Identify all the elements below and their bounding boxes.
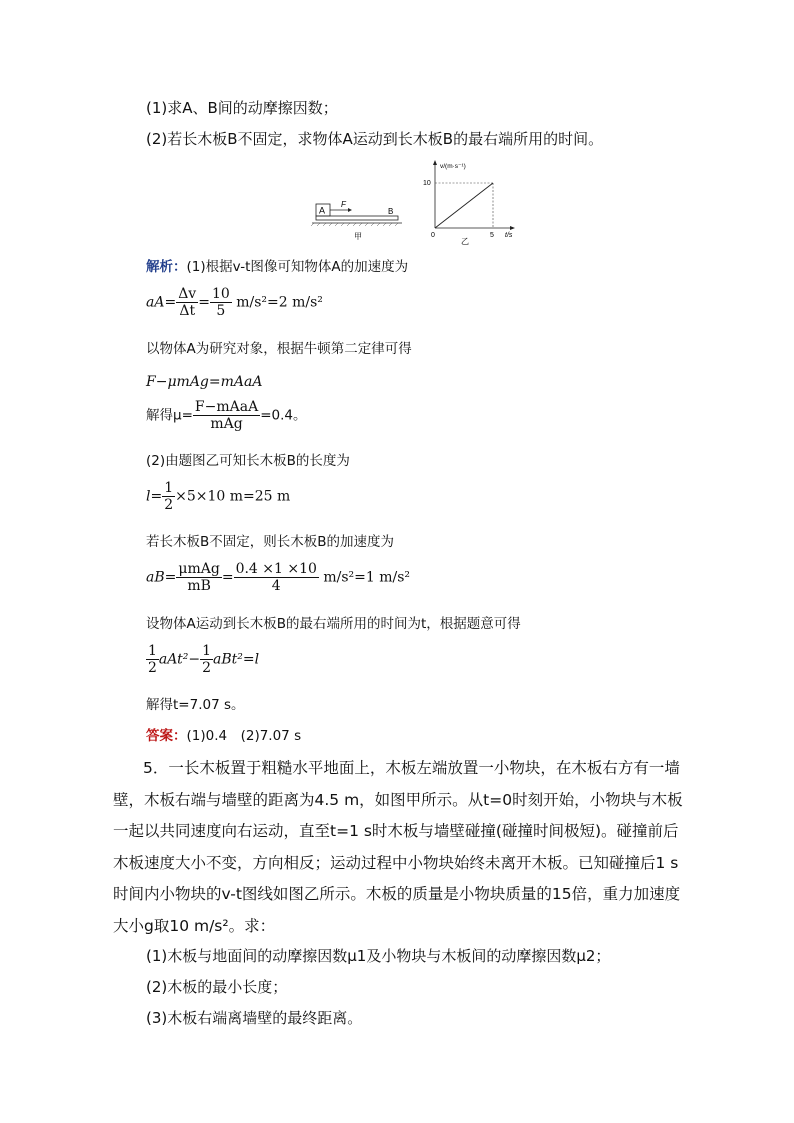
- fraction-aB-2: [234, 561, 319, 594]
- solution-line-3: 以物体A为研究对象，根据牛顿第二定律可得: [146, 341, 412, 357]
- question-2: (2)若长木板B不固定，求物体A运动到长木板B的最右端所用的时间。: [146, 130, 604, 148]
- problem-5-sub-2: (2)木板的最小长度；: [146, 978, 288, 996]
- answer-label: 答案：: [146, 728, 187, 744]
- frac-num: μmAg: [178, 561, 220, 577]
- l5-post: =0.4。: [260, 407, 307, 424]
- solution-line-7: [146, 480, 290, 513]
- frac-num: 1: [164, 480, 174, 496]
- frac-num: 0.4 ×1 ×10: [235, 561, 317, 577]
- y-tick-label: 10: [423, 180, 431, 187]
- label-b: B: [388, 207, 394, 216]
- l11-post: aBt²=l: [213, 651, 260, 668]
- solution-line-9: [146, 561, 410, 594]
- frac-num: 1: [148, 643, 157, 659]
- problem-5: [113, 753, 683, 942]
- answer-line: [146, 726, 301, 746]
- fraction-aB-1: [176, 561, 221, 594]
- fraction-half-1: [146, 643, 159, 676]
- caption-yi: 乙: [461, 237, 469, 246]
- frac-num: 1: [202, 643, 212, 659]
- solution-line-4: F−μmAg=mAaA: [146, 374, 263, 390]
- l7-pre: l=: [146, 488, 163, 505]
- solution-text-1: (1)根据v-t图像可知物体A的加速度为: [186, 259, 409, 275]
- figure-jia: [310, 190, 410, 245]
- question-1: (1)求A、B间的动摩擦因数；: [146, 99, 338, 117]
- solution-line-8: 若长木板B不固定，则长木板B的加速度为: [146, 534, 395, 550]
- solution-line-1: [146, 257, 408, 277]
- equals: =: [198, 294, 210, 311]
- l9-post: m/s²=1 m/s²: [318, 569, 411, 586]
- solution-line-2: [146, 286, 323, 319]
- solution-line-10: 设物体A运动到长木板B的最右端所用的时间为t，根据题意可得: [146, 616, 521, 632]
- series-line: [435, 183, 493, 228]
- frac-num: F−mAaA: [194, 399, 259, 415]
- fraction-mu: [193, 399, 260, 432]
- fraction-half-2: [200, 643, 213, 676]
- l5-pre: 解得μ=: [146, 407, 193, 424]
- solution-label: 解析：: [146, 259, 187, 275]
- frac-den: 2: [148, 660, 157, 676]
- problem-5-sub-1: (1)木板与地面间的动摩擦因数μ1及小物块与木板间的动摩擦因数μ2；: [146, 947, 611, 965]
- frac-num: Δv: [178, 286, 197, 302]
- frac-num: 10: [211, 286, 230, 302]
- solution-line-6: (2)由题图乙可知长木板B的长度为: [146, 453, 350, 469]
- solution-line-12: 解得t=7.07 s。: [146, 697, 245, 713]
- fraction-dv-dt: [176, 286, 198, 319]
- figure-yi: [420, 158, 525, 246]
- frac-den: mAg: [210, 416, 243, 432]
- fraction-half: [162, 480, 175, 513]
- solution-line-5: [146, 399, 306, 432]
- x-axis-label: t/s: [505, 232, 513, 239]
- problem-5-text: 5．一长木板置于粗糙水平地面上，木板左端放置一小物块，在木板右方有一墙壁，木板右端与墙壁的距离为4.5 m，如图甲所示。从t=0时刻开始，小物块与木板一起以共同速度向右运动，直至t=1 s时木板与墙壁碰撞(碰撞时间极短)。碰撞前后木板速度大小不变，方向相反；运动过程中小物块始终未离开木板。已知碰撞后1 s时间内小物块的v-t图线如图乙所示。木板的质量是小物块质量的15倍，重力加速度大小g取10 m/s²。求：: [113, 759, 683, 935]
- solution-line-11: [146, 643, 259, 676]
- answer-text: (1)0.4 (2)7.07 s: [186, 728, 302, 744]
- fraction-10-5: [210, 286, 232, 319]
- equals: =: [221, 569, 234, 586]
- frac-den: mB: [187, 578, 211, 594]
- frac-den: Δt: [179, 303, 196, 319]
- origin-label: 0: [431, 232, 435, 239]
- l9-pre: aB=: [146, 569, 177, 586]
- frac-den: 4: [271, 578, 281, 594]
- board-b: [316, 216, 398, 220]
- x-tick-label: 5: [490, 232, 494, 239]
- y-axis-label: v/(m·s⁻¹): [440, 163, 466, 170]
- label-a: A: [319, 205, 326, 216]
- frac-den: 2: [164, 497, 174, 513]
- aA-result: m/s²=2 m/s²: [231, 294, 323, 311]
- aA-lhs: aA=: [146, 294, 177, 311]
- l11-mid: aAt²−: [158, 651, 201, 668]
- frac-den: 2: [202, 660, 212, 676]
- frac-den: 5: [216, 303, 226, 319]
- caption-jia: 甲: [354, 232, 362, 241]
- label-f: F: [341, 200, 346, 209]
- problem-5-sub-3: (3)木板右端离墙壁的最终距离。: [146, 1009, 363, 1027]
- l7-post: ×5×10 m=25 m: [175, 488, 291, 505]
